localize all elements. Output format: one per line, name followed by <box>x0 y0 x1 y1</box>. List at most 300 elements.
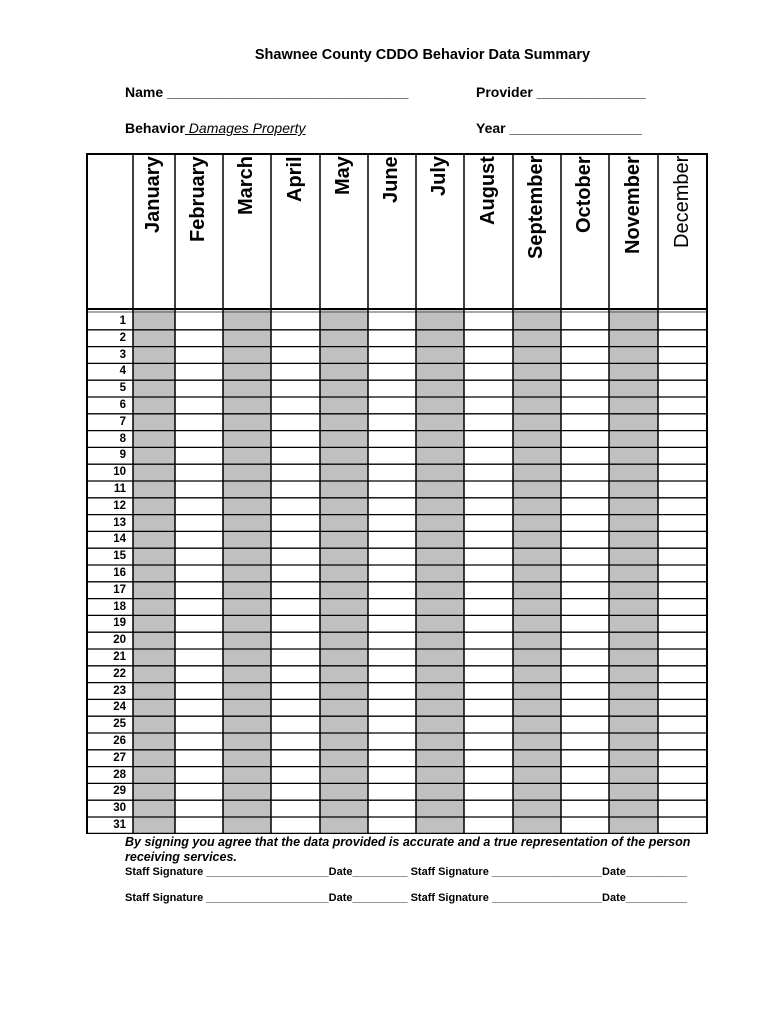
data-cell[interactable] <box>609 767 658 784</box>
data-cell[interactable] <box>416 800 464 817</box>
provider-blank[interactable]: ______________ <box>536 84 646 100</box>
data-cell[interactable] <box>271 699 320 716</box>
data-cell[interactable] <box>175 683 223 700</box>
data-cell[interactable] <box>368 313 416 330</box>
data-cell[interactable] <box>133 767 175 784</box>
data-cell[interactable] <box>223 699 271 716</box>
data-cell[interactable] <box>368 683 416 700</box>
data-cell[interactable] <box>464 414 513 431</box>
data-cell[interactable] <box>175 414 223 431</box>
year-field[interactable] <box>476 120 642 136</box>
data-cell[interactable] <box>271 414 320 431</box>
data-cell[interactable] <box>416 548 464 565</box>
data-cell[interactable] <box>658 498 708 515</box>
data-cell[interactable] <box>561 582 609 599</box>
data-cell[interactable] <box>175 632 223 649</box>
data-cell[interactable] <box>609 565 658 582</box>
data-cell[interactable] <box>368 666 416 683</box>
data-cell[interactable] <box>133 548 175 565</box>
data-cell[interactable] <box>609 515 658 532</box>
data-cell[interactable] <box>416 330 464 347</box>
data-cell[interactable] <box>658 397 708 414</box>
data-cell[interactable] <box>271 599 320 616</box>
year-blank[interactable]: _________________ <box>509 120 642 136</box>
data-cell[interactable] <box>561 380 609 397</box>
data-cell[interactable] <box>320 582 368 599</box>
data-cell[interactable] <box>658 464 708 481</box>
data-cell[interactable] <box>368 548 416 565</box>
data-cell[interactable] <box>609 447 658 464</box>
data-cell[interactable] <box>320 683 368 700</box>
behavior-value[interactable]: Damages Property <box>184 120 306 136</box>
data-cell[interactable] <box>561 716 609 733</box>
data-cell[interactable] <box>464 649 513 666</box>
data-cell[interactable] <box>416 716 464 733</box>
data-cell[interactable] <box>416 632 464 649</box>
data-cell[interactable] <box>320 464 368 481</box>
data-cell[interactable] <box>223 531 271 548</box>
data-cell[interactable] <box>133 330 175 347</box>
data-cell[interactable] <box>175 615 223 632</box>
data-cell[interactable] <box>223 666 271 683</box>
data-cell[interactable] <box>464 699 513 716</box>
data-cell[interactable] <box>175 733 223 750</box>
data-cell[interactable] <box>513 515 561 532</box>
data-cell[interactable] <box>271 380 320 397</box>
data-cell[interactable] <box>133 666 175 683</box>
data-cell[interactable] <box>609 330 658 347</box>
data-cell[interactable] <box>320 783 368 800</box>
data-cell[interactable] <box>368 531 416 548</box>
data-cell[interactable] <box>513 666 561 683</box>
data-cell[interactable] <box>175 565 223 582</box>
data-cell[interactable] <box>513 649 561 666</box>
data-cell[interactable] <box>513 632 561 649</box>
data-cell[interactable] <box>223 431 271 448</box>
data-cell[interactable] <box>133 817 175 834</box>
data-cell[interactable] <box>416 750 464 767</box>
data-cell[interactable] <box>271 447 320 464</box>
data-cell[interactable] <box>320 565 368 582</box>
data-cell[interactable] <box>133 380 175 397</box>
data-cell[interactable] <box>658 615 708 632</box>
data-cell[interactable] <box>175 548 223 565</box>
data-cell[interactable] <box>561 330 609 347</box>
data-cell[interactable] <box>416 582 464 599</box>
data-cell[interactable] <box>561 431 609 448</box>
data-cell[interactable] <box>561 548 609 565</box>
data-cell[interactable] <box>320 649 368 666</box>
data-cell[interactable] <box>416 431 464 448</box>
data-cell[interactable] <box>175 464 223 481</box>
data-cell[interactable] <box>513 733 561 750</box>
signature-row-1[interactable]: Staff Signature ____________________Date_________ Staff Signature __________________Date__________ <box>125 866 688 878</box>
data-cell[interactable] <box>368 632 416 649</box>
data-cell[interactable] <box>133 599 175 616</box>
data-cell[interactable] <box>416 380 464 397</box>
data-cell[interactable] <box>609 548 658 565</box>
data-cell[interactable] <box>561 599 609 616</box>
data-cell[interactable] <box>133 397 175 414</box>
data-cell[interactable] <box>320 699 368 716</box>
data-cell[interactable] <box>271 330 320 347</box>
data-cell[interactable] <box>609 783 658 800</box>
data-cell[interactable] <box>320 397 368 414</box>
data-cell[interactable] <box>513 313 561 330</box>
data-cell[interactable] <box>464 750 513 767</box>
data-cell[interactable] <box>658 666 708 683</box>
data-cell[interactable] <box>513 750 561 767</box>
data-cell[interactable] <box>416 515 464 532</box>
data-cell[interactable] <box>416 447 464 464</box>
data-cell[interactable] <box>464 481 513 498</box>
data-cell[interactable] <box>223 313 271 330</box>
data-cell[interactable] <box>658 414 708 431</box>
data-cell[interactable] <box>609 716 658 733</box>
provider-field[interactable] <box>476 84 646 100</box>
data-cell[interactable] <box>368 380 416 397</box>
data-cell[interactable] <box>223 683 271 700</box>
data-cell[interactable] <box>464 363 513 380</box>
data-cell[interactable] <box>133 750 175 767</box>
data-cell[interactable] <box>133 632 175 649</box>
data-cell[interactable] <box>609 666 658 683</box>
data-cell[interactable] <box>609 380 658 397</box>
data-cell[interactable] <box>223 414 271 431</box>
data-cell[interactable] <box>175 515 223 532</box>
data-cell[interactable] <box>368 515 416 532</box>
data-cell[interactable] <box>513 565 561 582</box>
data-cell[interactable] <box>609 363 658 380</box>
data-cell[interactable] <box>175 817 223 834</box>
data-cell[interactable] <box>271 683 320 700</box>
data-cell[interactable] <box>320 313 368 330</box>
data-cell[interactable] <box>561 397 609 414</box>
data-cell[interactable] <box>609 313 658 330</box>
data-cell[interactable] <box>513 599 561 616</box>
data-cell[interactable] <box>175 767 223 784</box>
data-cell[interactable] <box>464 783 513 800</box>
data-cell[interactable] <box>368 347 416 364</box>
data-cell[interactable] <box>609 649 658 666</box>
data-cell[interactable] <box>175 447 223 464</box>
data-cell[interactable] <box>320 447 368 464</box>
data-cell[interactable] <box>271 649 320 666</box>
data-cell[interactable] <box>271 481 320 498</box>
data-cell[interactable] <box>416 397 464 414</box>
data-cell[interactable] <box>368 716 416 733</box>
data-cell[interactable] <box>513 582 561 599</box>
data-cell[interactable] <box>271 632 320 649</box>
data-cell[interactable] <box>561 615 609 632</box>
data-cell[interactable] <box>223 817 271 834</box>
data-cell[interactable] <box>271 515 320 532</box>
data-cell[interactable] <box>561 767 609 784</box>
data-cell[interactable] <box>368 649 416 666</box>
data-cell[interactable] <box>464 330 513 347</box>
data-cell[interactable] <box>609 800 658 817</box>
data-cell[interactable] <box>658 767 708 784</box>
data-cell[interactable] <box>368 733 416 750</box>
data-cell[interactable] <box>368 783 416 800</box>
data-cell[interactable] <box>368 767 416 784</box>
data-cell[interactable] <box>368 599 416 616</box>
data-cell[interactable] <box>513 431 561 448</box>
data-cell[interactable] <box>513 464 561 481</box>
data-cell[interactable] <box>464 464 513 481</box>
data-cell[interactable] <box>609 733 658 750</box>
data-cell[interactable] <box>320 817 368 834</box>
data-cell[interactable] <box>133 699 175 716</box>
data-cell[interactable] <box>513 783 561 800</box>
data-cell[interactable] <box>609 414 658 431</box>
data-cell[interactable] <box>658 347 708 364</box>
data-cell[interactable] <box>416 464 464 481</box>
data-cell[interactable] <box>513 363 561 380</box>
data-cell[interactable] <box>416 498 464 515</box>
data-cell[interactable] <box>464 431 513 448</box>
data-cell[interactable] <box>416 683 464 700</box>
data-cell[interactable] <box>368 750 416 767</box>
data-cell[interactable] <box>368 330 416 347</box>
data-cell[interactable] <box>368 397 416 414</box>
data-cell[interactable] <box>320 431 368 448</box>
data-cell[interactable] <box>175 347 223 364</box>
data-cell[interactable] <box>320 330 368 347</box>
data-cell[interactable] <box>561 347 609 364</box>
data-cell[interactable] <box>658 699 708 716</box>
data-cell[interactable] <box>416 599 464 616</box>
data-cell[interactable] <box>175 531 223 548</box>
data-cell[interactable] <box>416 565 464 582</box>
data-cell[interactable] <box>271 582 320 599</box>
data-cell[interactable] <box>658 649 708 666</box>
data-cell[interactable] <box>658 750 708 767</box>
data-cell[interactable] <box>561 783 609 800</box>
data-cell[interactable] <box>513 716 561 733</box>
data-cell[interactable] <box>223 464 271 481</box>
data-cell[interactable] <box>271 548 320 565</box>
data-cell[interactable] <box>416 615 464 632</box>
data-cell[interactable] <box>368 699 416 716</box>
data-cell[interactable] <box>175 498 223 515</box>
data-cell[interactable] <box>513 414 561 431</box>
data-cell[interactable] <box>464 632 513 649</box>
data-cell[interactable] <box>223 330 271 347</box>
data-cell[interactable] <box>368 498 416 515</box>
data-cell[interactable] <box>175 750 223 767</box>
data-cell[interactable] <box>271 347 320 364</box>
data-cell[interactable] <box>175 363 223 380</box>
data-cell[interactable] <box>133 649 175 666</box>
data-cell[interactable] <box>561 649 609 666</box>
data-cell[interactable] <box>658 313 708 330</box>
data-cell[interactable] <box>561 565 609 582</box>
data-cell[interactable] <box>320 716 368 733</box>
data-cell[interactable] <box>609 599 658 616</box>
data-cell[interactable] <box>416 817 464 834</box>
data-cell[interactable] <box>320 800 368 817</box>
data-cell[interactable] <box>658 632 708 649</box>
data-cell[interactable] <box>223 397 271 414</box>
data-cell[interactable] <box>223 733 271 750</box>
data-cell[interactable] <box>320 750 368 767</box>
data-cell[interactable] <box>223 515 271 532</box>
data-cell[interactable] <box>464 565 513 582</box>
data-cell[interactable] <box>320 548 368 565</box>
data-cell[interactable] <box>464 397 513 414</box>
data-cell[interactable] <box>609 481 658 498</box>
data-cell[interactable] <box>133 733 175 750</box>
data-cell[interactable] <box>513 498 561 515</box>
data-cell[interactable] <box>561 363 609 380</box>
data-cell[interactable] <box>658 582 708 599</box>
data-cell[interactable] <box>133 363 175 380</box>
data-cell[interactable] <box>561 313 609 330</box>
data-cell[interactable] <box>416 347 464 364</box>
data-cell[interactable] <box>561 733 609 750</box>
data-cell[interactable] <box>658 565 708 582</box>
data-cell[interactable] <box>223 615 271 632</box>
data-cell[interactable] <box>464 313 513 330</box>
data-cell[interactable] <box>609 498 658 515</box>
data-cell[interactable] <box>223 380 271 397</box>
data-cell[interactable] <box>513 347 561 364</box>
data-cell[interactable] <box>320 733 368 750</box>
data-cell[interactable] <box>320 767 368 784</box>
data-cell[interactable] <box>464 531 513 548</box>
data-cell[interactable] <box>658 716 708 733</box>
data-cell[interactable] <box>223 750 271 767</box>
data-cell[interactable] <box>464 380 513 397</box>
data-cell[interactable] <box>133 683 175 700</box>
data-cell[interactable] <box>368 431 416 448</box>
data-cell[interactable] <box>320 615 368 632</box>
data-cell[interactable] <box>561 800 609 817</box>
data-cell[interactable] <box>175 666 223 683</box>
data-cell[interactable] <box>133 498 175 515</box>
data-cell[interactable] <box>368 615 416 632</box>
data-cell[interactable] <box>223 347 271 364</box>
data-cell[interactable] <box>368 817 416 834</box>
data-cell[interactable] <box>464 582 513 599</box>
data-cell[interactable] <box>175 431 223 448</box>
data-cell[interactable] <box>271 615 320 632</box>
data-cell[interactable] <box>658 599 708 616</box>
data-cell[interactable] <box>658 515 708 532</box>
data-cell[interactable] <box>464 800 513 817</box>
data-cell[interactable] <box>175 716 223 733</box>
data-cell[interactable] <box>133 447 175 464</box>
data-cell[interactable] <box>658 363 708 380</box>
data-cell[interactable] <box>271 565 320 582</box>
data-cell[interactable] <box>223 716 271 733</box>
data-cell[interactable] <box>133 431 175 448</box>
data-cell[interactable] <box>513 615 561 632</box>
data-cell[interactable] <box>320 363 368 380</box>
data-cell[interactable] <box>609 683 658 700</box>
data-cell[interactable] <box>320 347 368 364</box>
data-cell[interactable] <box>561 481 609 498</box>
data-cell[interactable] <box>609 431 658 448</box>
data-cell[interactable] <box>416 531 464 548</box>
data-cell[interactable] <box>271 733 320 750</box>
data-cell[interactable] <box>609 632 658 649</box>
data-cell[interactable] <box>223 447 271 464</box>
data-cell[interactable] <box>271 750 320 767</box>
data-cell[interactable] <box>609 347 658 364</box>
data-cell[interactable] <box>658 817 708 834</box>
data-cell[interactable] <box>133 800 175 817</box>
data-cell[interactable] <box>223 783 271 800</box>
data-cell[interactable] <box>513 683 561 700</box>
data-cell[interactable] <box>658 800 708 817</box>
data-cell[interactable] <box>609 699 658 716</box>
data-cell[interactable] <box>175 800 223 817</box>
data-cell[interactable] <box>561 414 609 431</box>
data-cell[interactable] <box>416 649 464 666</box>
data-cell[interactable] <box>464 817 513 834</box>
data-cell[interactable] <box>561 817 609 834</box>
data-cell[interactable] <box>561 464 609 481</box>
data-cell[interactable] <box>271 767 320 784</box>
data-cell[interactable] <box>416 699 464 716</box>
data-cell[interactable] <box>133 414 175 431</box>
data-cell[interactable] <box>223 363 271 380</box>
data-cell[interactable] <box>223 565 271 582</box>
data-cell[interactable] <box>513 767 561 784</box>
data-cell[interactable] <box>133 313 175 330</box>
data-cell[interactable] <box>133 582 175 599</box>
data-cell[interactable] <box>133 481 175 498</box>
data-cell[interactable] <box>320 531 368 548</box>
data-cell[interactable] <box>464 599 513 616</box>
data-cell[interactable] <box>368 447 416 464</box>
data-cell[interactable] <box>320 515 368 532</box>
data-cell[interactable] <box>513 447 561 464</box>
data-cell[interactable] <box>223 498 271 515</box>
name-field[interactable] <box>125 84 408 100</box>
data-cell[interactable] <box>609 582 658 599</box>
data-cell[interactable] <box>658 380 708 397</box>
data-cell[interactable] <box>368 565 416 582</box>
data-cell[interactable] <box>175 380 223 397</box>
data-cell[interactable] <box>464 716 513 733</box>
data-cell[interactable] <box>658 733 708 750</box>
data-cell[interactable] <box>271 397 320 414</box>
data-cell[interactable] <box>513 548 561 565</box>
data-cell[interactable] <box>609 397 658 414</box>
data-cell[interactable] <box>464 767 513 784</box>
data-cell[interactable] <box>464 515 513 532</box>
data-cell[interactable] <box>416 733 464 750</box>
data-cell[interactable] <box>658 783 708 800</box>
data-cell[interactable] <box>658 683 708 700</box>
data-cell[interactable] <box>513 330 561 347</box>
data-cell[interactable] <box>175 599 223 616</box>
data-cell[interactable] <box>133 783 175 800</box>
data-cell[interactable] <box>223 649 271 666</box>
data-cell[interactable] <box>320 666 368 683</box>
data-cell[interactable] <box>513 481 561 498</box>
data-cell[interactable] <box>368 464 416 481</box>
data-cell[interactable] <box>133 565 175 582</box>
data-cell[interactable] <box>133 347 175 364</box>
data-cell[interactable] <box>464 666 513 683</box>
data-cell[interactable] <box>416 363 464 380</box>
data-cell[interactable] <box>320 632 368 649</box>
data-cell[interactable] <box>223 481 271 498</box>
